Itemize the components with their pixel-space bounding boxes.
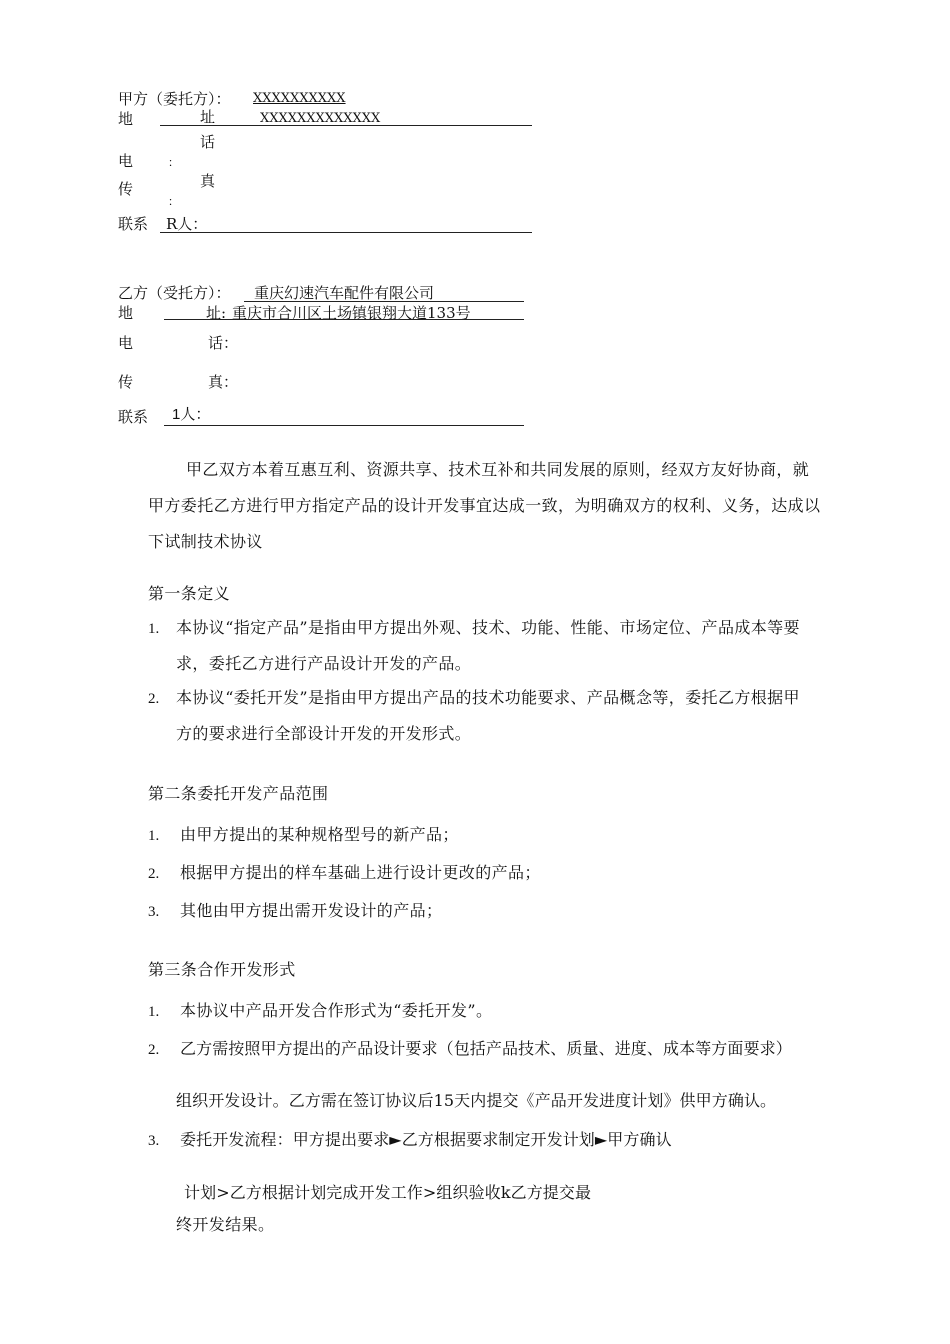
party-a-tel-colon: ： <box>168 156 179 169</box>
party-b-address-underline <box>164 319 524 320</box>
party-b-fax-label: 传 <box>118 373 134 391</box>
intro-line-3: 下试制技术协议 <box>148 532 263 551</box>
party-a-fax-label: 传 <box>118 180 134 198</box>
intro-line-2: 甲方委托乙方进行甲方指定产品的设计开发事宜达成一致，为明确双方的权利、义务，达成以 <box>148 496 821 515</box>
article-3-title: 第三条合作开发形式 <box>148 960 296 979</box>
article-3-item-3-number: 3. <box>148 1133 160 1149</box>
article-1-item-2-line-2: 方的要求进行全部设计开发的开发形式。 <box>176 724 472 743</box>
article-1-item-2-number: 2. <box>148 691 160 707</box>
article-1-item-1-line-1: 本协议“指定产品”是指由甲方提出外观、技术、功能、性能、市场定位、产品成本等要 <box>176 618 800 637</box>
party-a-name: XXXXXXXXXX <box>253 91 346 106</box>
article-2-item-2-number: 2. <box>148 866 160 882</box>
article-3-item-3-continued-2: 终开发结果。 <box>176 1215 275 1234</box>
party-b-address-label: 地 <box>118 304 134 322</box>
party-a-fax-colon: ： <box>168 195 179 208</box>
party-a-address-underline <box>160 125 532 126</box>
article-3-item-3: 委托开发流程：甲方提出要求►乙方根据要求制定开发计划►甲方确认 <box>180 1130 672 1149</box>
party-b-tel-label-2: 话： <box>208 334 239 352</box>
intro-line-1: 甲乙双方本着互惠互利、资源共享、技术互补和共同发展的原则，经双方友好协商，就 <box>186 460 810 479</box>
article-3-item-1-number: 1. <box>148 1004 160 1020</box>
article-1-item-1-line-2: 求，委托乙方进行产品设计开发的产品。 <box>176 654 472 673</box>
article-3-item-3-continued-1: 计划>乙方根据计划完成开发工作>组织验收k乙方提交最 <box>184 1183 592 1202</box>
article-2-item-2: 根据甲方提出的样车基础上进行设计更改的产品； <box>180 863 541 882</box>
article-2-item-1: 由甲方提出的某种规格型号的新产品； <box>180 825 459 844</box>
party-b-contact-underline <box>164 425 524 426</box>
article-1-item-2-line-1: 本协议“委托开发”是指由甲方提出产品的技术功能要求、产品概念等，委托乙方根据甲 <box>176 688 800 707</box>
party-a-contact-underline <box>160 232 532 233</box>
party-a-address-label-2: 址 <box>200 108 216 126</box>
party-a-tel-label: 电 <box>118 152 134 170</box>
party-a-tel-label-2: 话 <box>200 133 216 151</box>
article-2-item-3: 其他由甲方提出需开发设计的产品； <box>180 901 443 920</box>
article-2-item-1-number: 1. <box>148 828 160 844</box>
party-a-label: 甲方（委托方）： <box>118 90 231 108</box>
party-b-label: 乙方（受托方）： <box>118 284 231 302</box>
party-b-name: 重庆幻速汽车配件有限公司 <box>254 284 435 302</box>
party-b-tel-label: 电 <box>118 334 134 352</box>
article-1-item-1-number: 1. <box>148 621 160 637</box>
article-3-item-2-continued: 组织开发设计。乙方需在签订协议后15天内提交《产品开发进度计划》供甲方确认。 <box>176 1091 777 1110</box>
party-a-address-label: 地 <box>118 110 134 128</box>
party-a-fax-label-2: 真 <box>200 172 216 190</box>
article-2-item-3-number: 3. <box>148 904 160 920</box>
party-b-address-value: 重庆市合川区土场镇银翔大道133号 <box>232 304 471 322</box>
article-2-title: 第二条委托开发产品范围 <box>148 784 329 803</box>
party-a-contact-label-2: R人： <box>166 215 208 233</box>
party-b-fax-label-2: 真： <box>208 373 239 391</box>
article-3-item-2-number: 2. <box>148 1042 160 1058</box>
party-b-name-underline <box>244 301 524 302</box>
article-3-item-1: 本协议中产品开发合作形式为“委托开发”。 <box>180 1001 493 1020</box>
party-b-address-label-2: 址: <box>206 304 227 322</box>
party-a-address-value: XXXXXXXXXXXXX <box>260 111 381 126</box>
article-1-title: 第一条定义 <box>148 584 231 603</box>
party-b-contact-label: 联系 <box>118 408 149 426</box>
article-3-item-2: 乙方需按照甲方提出的产品设计要求（包括产品技术、质量、进度、成本等方面要求） <box>180 1039 792 1058</box>
party-a-contact-label: 联系 <box>118 215 149 233</box>
party-b-contact-label-2: 1人： <box>172 406 211 423</box>
